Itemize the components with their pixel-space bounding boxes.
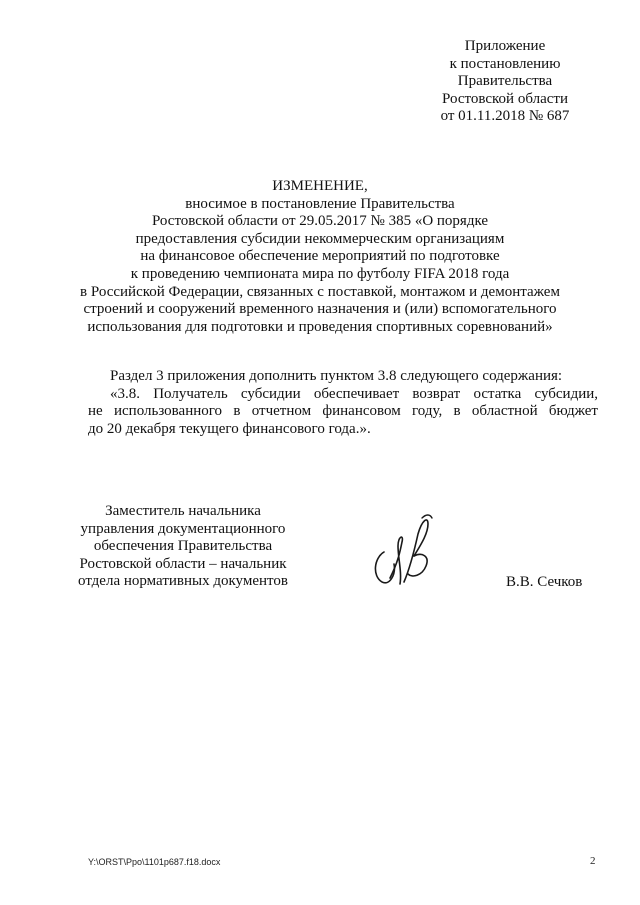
- signer-position: [58, 503, 308, 591]
- signer-position-line: обеспечения Правительства: [93, 538, 273, 555]
- signer-position-line: Заместитель начальника: [105, 503, 261, 519]
- title-line: в Российской Федерации, связанных с поставкой, монтажом и демонтажем: [80, 283, 560, 300]
- appendix-line: к постановлению: [449, 55, 561, 72]
- title-line: к проведению чемпионата мира по футболу FIFA 2018 года: [130, 265, 510, 282]
- title-line: на финансовое обеспечение мероприятий по подготовке: [140, 248, 500, 265]
- document-body: [88, 368, 598, 438]
- signer-position-line: управления документационного: [80, 520, 286, 537]
- appendix-line: от 01.11.2018 № 687: [440, 108, 570, 124]
- handwritten-signature: [370, 512, 442, 592]
- appendix-reference: [405, 38, 605, 126]
- appendix-line: Правительства: [457, 73, 553, 89]
- signer-position-line: Ростовской области – начальник: [79, 555, 287, 572]
- document-title: [80, 178, 560, 336]
- title-line: Ростовской области от 29.05.2017 № 385 «О порядке: [151, 213, 489, 230]
- title-line: использования для подготовки и проведения спортивных соревнований»: [87, 318, 553, 335]
- appendix-line: Приложение: [464, 38, 546, 54]
- title-line: строений и сооружений временного назначения и (или) вспомогательного: [83, 301, 557, 318]
- title-line: вносимое в постановление Правительства: [185, 195, 455, 212]
- clause-line: до 20 декабря текущего финансового года.».: [88, 420, 371, 437]
- title-heading: ИЗМЕНЕНИЕ,: [272, 178, 368, 194]
- clause-line: не использованного в отчетном финансовом году, в областной бюджет: [88, 403, 598, 420]
- intro-paragraph: Раздел 3 приложения дополнить пунктом 3.8 следующего содержания:: [110, 368, 563, 384]
- signer-position-line: отдела нормативных документов: [78, 573, 288, 590]
- appendix-line: Ростовской области: [442, 90, 568, 107]
- signer-name: В.В. Сечков: [506, 574, 583, 590]
- file-path: Y:\ORST\Ppo\1101p687.f18.docx: [88, 857, 221, 867]
- page-number: 2: [590, 855, 596, 867]
- clause-line: «3.8. Получатель субсидии обеспечивает возврат остатка субсидии,: [110, 385, 598, 402]
- title-line: предоставления субсидии некоммерческим организациям: [135, 230, 505, 247]
